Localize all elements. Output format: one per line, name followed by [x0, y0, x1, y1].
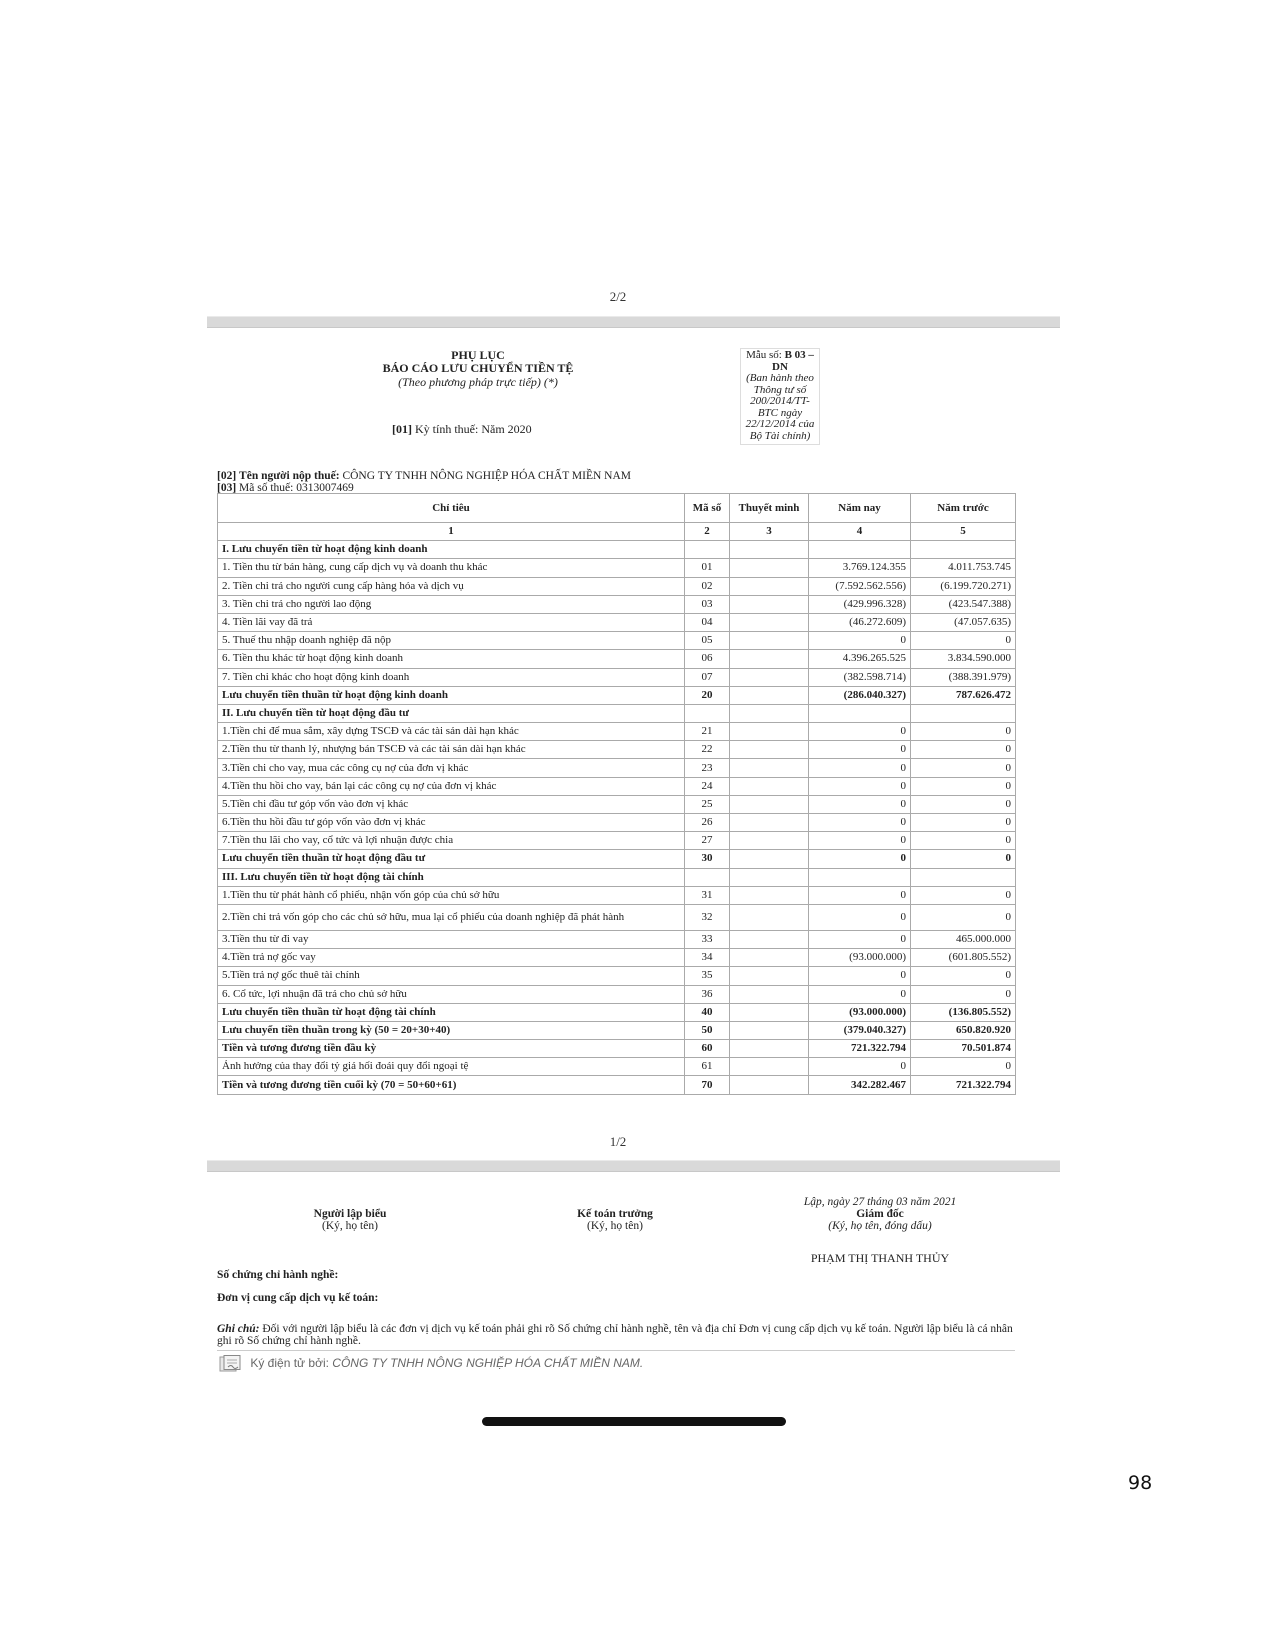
row-label: 3.Tiền chi cho vay, mua các công cụ nợ của đơn vị khác	[218, 759, 685, 777]
cert-label: Số chứng chỉ hành nghề:	[217, 1269, 339, 1281]
row-code: 50	[685, 1021, 730, 1039]
preparer-title: Người lập biểu	[313, 1208, 387, 1220]
tax-id-label: Mã số thuế:	[239, 482, 294, 494]
row-label: 1.Tiền thu từ phát hành cổ phiếu, nhận vốn góp của chủ sở hữu	[218, 886, 685, 904]
accountant-sub: (Ký, họ tên)	[587, 1220, 643, 1232]
director-signature	[765, 1196, 995, 1264]
row-current-year: (382.598.714)	[809, 668, 911, 686]
column-number: 1	[218, 523, 685, 541]
row-current-year: (93.000.000)	[809, 1003, 911, 1021]
column-number: 2	[685, 523, 730, 541]
row-note	[730, 1076, 809, 1094]
footnote	[217, 1323, 1017, 1347]
row-previous-year: 0	[911, 759, 1016, 777]
row-code: 61	[685, 1058, 730, 1076]
page-indicator-mid: 1/2	[609, 1134, 627, 1149]
row-previous-year: (423.547.388)	[911, 595, 1016, 613]
row-current-year: 0	[809, 632, 911, 650]
table-row	[218, 967, 1016, 985]
row-note	[730, 1003, 809, 1021]
row-note	[730, 1040, 809, 1058]
table-row	[218, 577, 1016, 595]
report-method: (Theo phương pháp trực tiếp) (*)	[398, 375, 558, 389]
table-row	[218, 777, 1016, 795]
home-indicator-bar[interactable]	[482, 1417, 786, 1426]
row-label: 3.Tiền thu từ đi vay	[218, 930, 685, 948]
tax-period-text: Kỳ tính thuế: Năm 2020	[415, 422, 532, 436]
row-note	[730, 985, 809, 1003]
row-previous-year: 721.322.794	[911, 1076, 1016, 1094]
row-code: 21	[685, 723, 730, 741]
row-note	[730, 967, 809, 985]
row-note	[730, 1058, 809, 1076]
form-number: B 03 – DN	[772, 349, 814, 373]
table-row	[218, 1076, 1016, 1094]
row-current-year: 0	[809, 759, 911, 777]
row-previous-year: 0	[911, 904, 1016, 930]
header-code: Mã số	[685, 494, 730, 523]
cash-flow-table	[217, 493, 1016, 1095]
row-note	[730, 668, 809, 686]
tax-id-code: [03]	[217, 482, 237, 494]
taxpayer-name: CÔNG TY TNHH NÔNG NGHIỆP HÓA CHẤT MIỀN NAM	[342, 470, 632, 482]
row-code: 27	[685, 832, 730, 850]
row-label: Lưu chuyển tiền thuần từ hoạt động tài chính	[218, 1003, 685, 1021]
table-row	[218, 1040, 1016, 1058]
row-current-year: (7.592.562.556)	[809, 577, 911, 595]
row-previous-year: 465.000.000	[911, 930, 1016, 948]
row-label: III. Lưu chuyển tiền từ hoạt động tài chính	[218, 868, 685, 886]
row-label: Lưu chuyển tiền thuần trong kỳ (50 = 20+30+40)	[218, 1021, 685, 1039]
row-note	[730, 777, 809, 795]
page-indicator-top: 2/2	[609, 289, 627, 304]
row-current-year: 0	[809, 723, 911, 741]
electronic-signature	[219, 1355, 643, 1373]
row-label: 5.Tiền chi đầu tư góp vốn vào đơn vị khác	[218, 795, 685, 813]
accountant-signature	[535, 1208, 695, 1232]
row-label: II. Lưu chuyển tiền từ hoạt động đầu tư	[218, 704, 685, 722]
row-label: 7.Tiền thu lãi cho vay, cổ tức và lợi nhuận được chia	[218, 832, 685, 850]
row-previous-year: (388.391.979)	[911, 668, 1016, 686]
table-row	[218, 632, 1016, 650]
table-row	[218, 868, 1016, 886]
row-current-year: 0	[809, 967, 911, 985]
row-previous-year: 0	[911, 741, 1016, 759]
row-current-year: 3.769.124.355	[809, 559, 911, 577]
row-previous-year: 0	[911, 814, 1016, 832]
page-separator-top	[207, 316, 1060, 328]
table-row	[218, 595, 1016, 613]
row-note	[730, 759, 809, 777]
row-note	[730, 632, 809, 650]
row-previous-year: (6.199.720.271)	[911, 577, 1016, 595]
row-code: 60	[685, 1040, 730, 1058]
row-note	[730, 559, 809, 577]
table-row	[218, 541, 1016, 559]
footer-divider	[217, 1350, 1015, 1351]
row-label: 4.Tiền thu hồi cho vay, bán lại các công cụ nợ của đơn vị khác	[218, 777, 685, 795]
header-note: Thuyết minh	[730, 494, 809, 523]
page-number: 98	[1128, 1472, 1153, 1494]
row-label: 2.Tiền thu từ thanh lý, nhượng bán TSCĐ và các tài sản dài hạn khác	[218, 741, 685, 759]
row-code: 02	[685, 577, 730, 595]
preparer-signature	[270, 1208, 430, 1232]
table-row	[218, 930, 1016, 948]
row-note	[730, 541, 809, 559]
row-note	[730, 886, 809, 904]
row-label: 1. Tiền thu từ bán hàng, cung cấp dịch vụ và doanh thu khác	[218, 559, 685, 577]
column-number-row	[218, 523, 1016, 541]
row-previous-year: 4.011.753.745	[911, 559, 1016, 577]
signature-document-icon	[219, 1355, 243, 1373]
row-previous-year: 0	[911, 886, 1016, 904]
esign-name: CÔNG TY TNHH NÔNG NGHIỆP HÓA CHẤT MIỀN NAM.	[332, 1356, 644, 1371]
row-label: 6.Tiền thu hồi đầu tư góp vốn vào đơn vị khác	[218, 814, 685, 832]
row-current-year: 0	[809, 814, 911, 832]
column-number: 4	[809, 523, 911, 541]
page-separator-mid	[207, 1160, 1060, 1172]
row-code: 70	[685, 1076, 730, 1094]
row-label: 1.Tiền chi để mua sắm, xây dựng TSCĐ và các tài sản dài hạn khác	[218, 723, 685, 741]
row-note	[730, 832, 809, 850]
table-row	[218, 850, 1016, 868]
row-current-year: 342.282.467	[809, 1076, 911, 1094]
row-code: 05	[685, 632, 730, 650]
form-issued-by: (Ban hành theo Thông tư số 200/2014/TT-BTC ngày 22/12/2014 của Bộ Tài chính)	[745, 372, 815, 442]
row-previous-year: 0	[911, 723, 1016, 741]
row-current-year	[809, 868, 911, 886]
row-label: 5.Tiền trả nợ gốc thuê tài chính	[218, 967, 685, 985]
row-label: 4.Tiền trả nợ gốc vay	[218, 949, 685, 967]
row-previous-year: (47.057.635)	[911, 613, 1016, 631]
row-label: 5. Thuế thu nhập doanh nghiệp đã nộp	[218, 632, 685, 650]
row-note	[730, 850, 809, 868]
esign-label: Ký điện tử bởi:	[250, 1356, 329, 1371]
row-previous-year: 3.834.590.000	[911, 650, 1016, 668]
row-current-year: 0	[809, 850, 911, 868]
row-current-year: 0	[809, 795, 911, 813]
row-label: Lưu chuyển tiền thuần từ hoạt động đầu tư	[218, 850, 685, 868]
taxpayer-name-line	[217, 470, 631, 482]
row-current-year: (93.000.000)	[809, 949, 911, 967]
row-label: Ảnh hưởng của thay đổi tỷ giá hối đoái quy đổi ngoại tệ	[218, 1058, 685, 1076]
row-code: 24	[685, 777, 730, 795]
row-previous-year: 0	[911, 850, 1016, 868]
row-note	[730, 704, 809, 722]
row-current-year: 0	[809, 930, 911, 948]
row-current-year: (46.272.609)	[809, 613, 911, 631]
row-code: 03	[685, 595, 730, 613]
director-name: PHẠM THỊ THANH THỦY	[810, 1251, 950, 1265]
preparer-sub: (Ký, họ tên)	[322, 1220, 378, 1232]
row-current-year: 0	[809, 904, 911, 930]
row-label: Lưu chuyển tiền thuần từ hoạt động kinh doanh	[218, 686, 685, 704]
row-note	[730, 795, 809, 813]
table-row	[218, 1003, 1016, 1021]
row-current-year: 0	[809, 886, 911, 904]
row-code: 40	[685, 1003, 730, 1021]
row-current-year: 0	[809, 741, 911, 759]
row-previous-year: 650.820.920	[911, 1021, 1016, 1039]
row-previous-year: 0	[911, 832, 1016, 850]
row-previous-year	[911, 541, 1016, 559]
table-row	[218, 650, 1016, 668]
row-note	[730, 1021, 809, 1039]
table-row	[218, 886, 1016, 904]
row-note	[730, 650, 809, 668]
row-note	[730, 741, 809, 759]
row-code: 20	[685, 686, 730, 704]
row-previous-year: 0	[911, 985, 1016, 1003]
row-code: 34	[685, 949, 730, 967]
table-row	[218, 686, 1016, 704]
header-criteria: Chỉ tiêu	[218, 494, 685, 523]
row-label: 6. Cổ tức, lợi nhuận đã trả cho chủ sở hữu	[218, 985, 685, 1003]
row-note	[730, 686, 809, 704]
row-current-year: (379.040.327)	[809, 1021, 911, 1039]
taxpayer-name-label: Tên người nộp thuế:	[239, 470, 340, 482]
table-header-row	[218, 494, 1016, 523]
director-sub: (Ký, họ tên, đóng dấu)	[828, 1220, 932, 1232]
row-current-year: 0	[809, 985, 911, 1003]
row-note	[730, 930, 809, 948]
row-label: Tiền và tương đương tiền đầu kỳ	[218, 1040, 685, 1058]
row-previous-year: (601.805.552)	[911, 949, 1016, 967]
table-row	[218, 668, 1016, 686]
footnote-label: Ghi chú:	[217, 1323, 260, 1335]
header-previous-year: Năm trước	[911, 494, 1016, 523]
row-current-year	[809, 704, 911, 722]
table-row	[218, 985, 1016, 1003]
accountant-title: Kế toán trưởng	[577, 1208, 653, 1220]
row-current-year: 721.322.794	[809, 1040, 911, 1058]
row-code: 36	[685, 985, 730, 1003]
table-row	[218, 741, 1016, 759]
row-current-year: (286.040.327)	[809, 686, 911, 704]
table-row	[218, 723, 1016, 741]
row-label: Tiền và tương đương tiền cuối kỳ (70 = 50+60+61)	[218, 1076, 685, 1094]
row-previous-year: 0	[911, 967, 1016, 985]
table-row	[218, 1021, 1016, 1039]
row-note	[730, 904, 809, 930]
column-number: 5	[911, 523, 1016, 541]
row-previous-year: 70.501.874	[911, 1040, 1016, 1058]
row-code: 06	[685, 650, 730, 668]
row-code: 26	[685, 814, 730, 832]
table-row	[218, 759, 1016, 777]
row-code	[685, 704, 730, 722]
row-note	[730, 949, 809, 967]
form-number-box	[740, 348, 820, 445]
row-previous-year: 787.626.472	[911, 686, 1016, 704]
row-code: 22	[685, 741, 730, 759]
table-row	[218, 904, 1016, 930]
row-note	[730, 613, 809, 631]
row-code: 04	[685, 613, 730, 631]
row-label: 2. Tiền chi trả cho người cung cấp hàng hóa và dịch vụ	[218, 577, 685, 595]
row-previous-year: 0	[911, 1058, 1016, 1076]
row-code: 31	[685, 886, 730, 904]
row-code	[685, 868, 730, 886]
sign-date: Lập, ngày 27 tháng 03 năm 2021	[803, 1196, 957, 1208]
row-previous-year: 0	[911, 777, 1016, 795]
row-note	[730, 577, 809, 595]
row-label: 2.Tiền chi trả vốn góp cho các chủ sở hữu, mua lại cổ phiếu của doanh nghiệp đã phát hành	[218, 904, 685, 930]
tax-id: 0313007469	[296, 482, 354, 494]
row-previous-year	[911, 704, 1016, 722]
row-current-year: 0	[809, 1058, 911, 1076]
row-code	[685, 541, 730, 559]
row-label: 6. Tiền thu khác từ hoạt động kinh doanh	[218, 650, 685, 668]
director-title: Giám đốc	[856, 1208, 904, 1220]
row-current-year: 0	[809, 777, 911, 795]
table-row	[218, 832, 1016, 850]
row-note	[730, 814, 809, 832]
row-current-year: (429.996.328)	[809, 595, 911, 613]
row-code: 33	[685, 930, 730, 948]
appendix-title: PHỤ LỤC	[451, 348, 505, 362]
table-row	[218, 613, 1016, 631]
row-previous-year: 0	[911, 632, 1016, 650]
row-label: I. Lưu chuyển tiền từ hoạt động kinh doanh	[218, 541, 685, 559]
footnote-text: Đối với người lập biểu là các đơn vị dịch vụ kế toán phải ghi rõ Số chứng chỉ hành nghề, tên và địa chỉ Đơn vị cung cấp dịch vụ kế toán. Người lập biểu là cá nhân ghi rõ Số chứng chỉ hành nghề.	[217, 1323, 1013, 1347]
row-previous-year	[911, 868, 1016, 886]
row-code: 23	[685, 759, 730, 777]
tax-period-code: [01]	[392, 422, 412, 436]
table-row	[218, 814, 1016, 832]
tax-period	[392, 422, 532, 437]
row-note	[730, 723, 809, 741]
row-previous-year: (136.805.552)	[911, 1003, 1016, 1021]
row-code: 07	[685, 668, 730, 686]
row-label: 7. Tiền chi khác cho hoạt động kinh doanh	[218, 668, 685, 686]
row-note	[730, 868, 809, 886]
taxpayer-code: [02]	[217, 470, 237, 482]
row-previous-year: 0	[911, 795, 1016, 813]
table-row	[218, 704, 1016, 722]
form-label: Mẫu số:	[746, 349, 782, 361]
row-label: 3. Tiền chi trả cho người lao động	[218, 595, 685, 613]
table-row	[218, 795, 1016, 813]
row-note	[730, 595, 809, 613]
row-code: 25	[685, 795, 730, 813]
row-code: 30	[685, 850, 730, 868]
row-current-year	[809, 541, 911, 559]
row-current-year: 0	[809, 832, 911, 850]
row-code: 01	[685, 559, 730, 577]
header-current-year: Năm nay	[809, 494, 911, 523]
table-row	[218, 949, 1016, 967]
row-code: 35	[685, 967, 730, 985]
column-number: 3	[730, 523, 809, 541]
row-current-year: 4.396.265.525	[809, 650, 911, 668]
report-title: BÁO CÁO LƯU CHUYỂN TIỀN TỆ	[382, 361, 574, 375]
table-row	[218, 559, 1016, 577]
table-row	[218, 1058, 1016, 1076]
provider-label: Đơn vị cung cấp dịch vụ kế toán:	[217, 1292, 379, 1304]
row-code: 32	[685, 904, 730, 930]
row-label: 4. Tiền lãi vay đã trả	[218, 613, 685, 631]
